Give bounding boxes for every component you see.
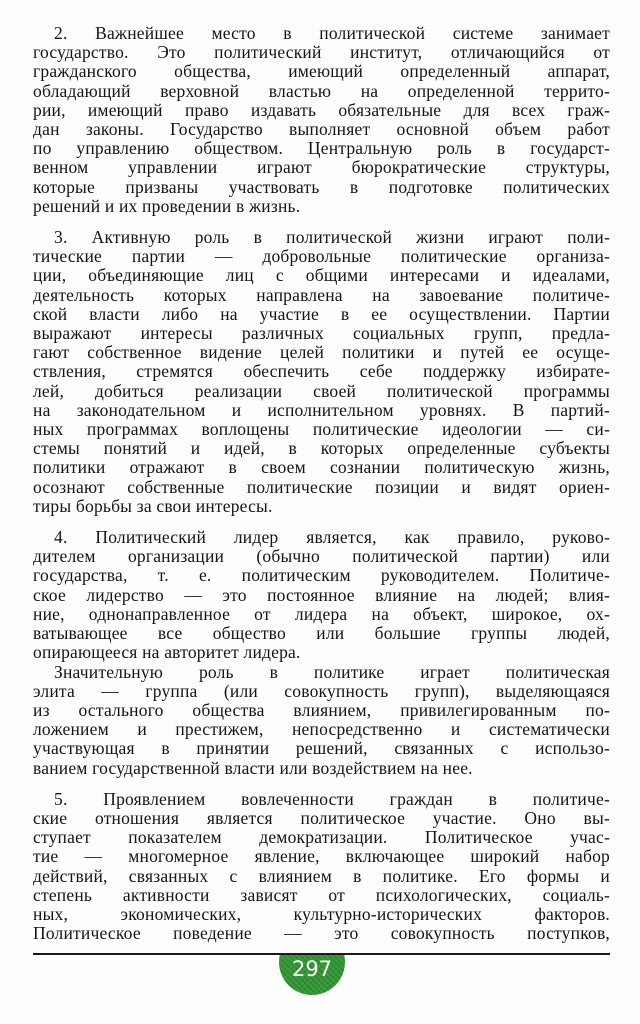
text-line: государство. Это политический институт, отличающийся от [33, 42, 610, 63]
text-line: выражают интересы различных социальных групп, предла- [33, 323, 610, 344]
text-line: тические партии — добровольные политические организа- [33, 246, 610, 267]
paragraph [33, 663, 610, 778]
text-line: 5. Проявлением вовлеченности граждан в политиче- [54, 788, 610, 809]
text-line: ложением и престижем, непосредственно и систематически [33, 719, 610, 740]
text-line: ской власти либо на участие в ее осуществлении. Партии [33, 303, 610, 324]
text-line: ствления, стремятся обеспечить себе поддержку избирате- [33, 361, 610, 382]
text-line: дан законы. Государство выполняет основной объем работ [33, 119, 610, 140]
text-line: тиры борьбы за свои интересы. [33, 495, 273, 516]
page-number-badge [279, 955, 345, 996]
text-line: действий, связанных с влиянием в политике. Его формы и [33, 865, 610, 886]
text-line: государства, т. е. политическим руководителем. Политиче- [33, 565, 610, 586]
text-line: ское лидерство — это постоянное влияние на людей; влия- [33, 584, 610, 605]
text-line: ных программах воплощены политические идеологии — си- [33, 419, 610, 440]
text-line: ватывающее все общество или большие группы людей, [33, 623, 610, 644]
text-line: Значительную роль в политике играет политическая [54, 661, 610, 682]
text-line: элита — группа (или совокупность групп), выделяющаяся [33, 680, 610, 701]
text-line: политики отражают в своем сознании политическую жизнь, [33, 457, 610, 478]
paragraph [33, 790, 610, 944]
text-line: ступает показателем демократизации. Политическое учас- [33, 827, 610, 848]
text-line: лей, добиться реализации своей политической программы [33, 380, 610, 401]
text-line: решений и их проведении в жизнь. [33, 195, 301, 216]
text-line: ние, однонаправленное от лидера на объект, широкое, ох- [33, 603, 610, 624]
text-line: по управлению обществом. Центральную роль в государст- [33, 138, 610, 159]
text-line: гражданского общества, имеющий определенный аппарат, [33, 61, 610, 82]
text-line: гают собственное видение целей политики и путей ее осуще- [33, 342, 610, 363]
page-text [33, 24, 610, 943]
text-line: ции, объединяющие лиц с общими интересами и идеалами, [33, 265, 610, 286]
text-line: Политическое поведение — это совокупность поступков, [33, 923, 610, 944]
text-line: тие — многомерное явление, включающее широкий набор [33, 846, 610, 867]
text-line: дителем организации (обычно политической партии) или [33, 546, 610, 567]
text-line: 3. Активную роль в политической жизни играют поли- [54, 227, 610, 248]
text-line: 4. Политический лидер является, как правило, руково- [54, 527, 610, 548]
text-line: ных, экономических, культурно-исторических факторов. [33, 903, 610, 924]
text-line: деятельность которых направлена на завоевание политиче- [33, 284, 610, 305]
text-line: стемы понятий и идей, в которых определенные субъекты [33, 438, 610, 459]
text-line: венном управлении играют бюрократические структуры, [33, 157, 610, 178]
text-line: обладающий верховной властью на определенной террито- [33, 80, 610, 101]
page-number: 297 [291, 957, 333, 981]
text-line: опирающееся на авторитет лидера. [33, 642, 301, 663]
paragraph [33, 528, 610, 662]
paragraph [33, 228, 610, 516]
text-line: которые призваны участвовать в подготовке политических [33, 176, 610, 197]
text-line: рии, имеющий право издавать обязательные для всех граж- [33, 99, 610, 120]
text-line: ванием государственной власти или воздействием на нее. [33, 757, 473, 778]
text-line: на законодательном и исполнительном уровнях. В партий- [33, 399, 610, 420]
text-line: ские отношения является политическое участие. Оно вы- [33, 807, 610, 828]
text-line: степень активности зависят от психологических, социаль- [33, 884, 610, 905]
text-line: осознают собственные политические позиции и видят ориен- [33, 476, 610, 497]
paragraph [33, 24, 610, 216]
text-line: из остального общества влиянием, привилегированным по- [33, 699, 610, 720]
text-line: 2. Важнейшее место в политической системе занимает [54, 23, 610, 43]
text-line: участвующая в принятии решений, связанных с использо- [33, 738, 610, 759]
